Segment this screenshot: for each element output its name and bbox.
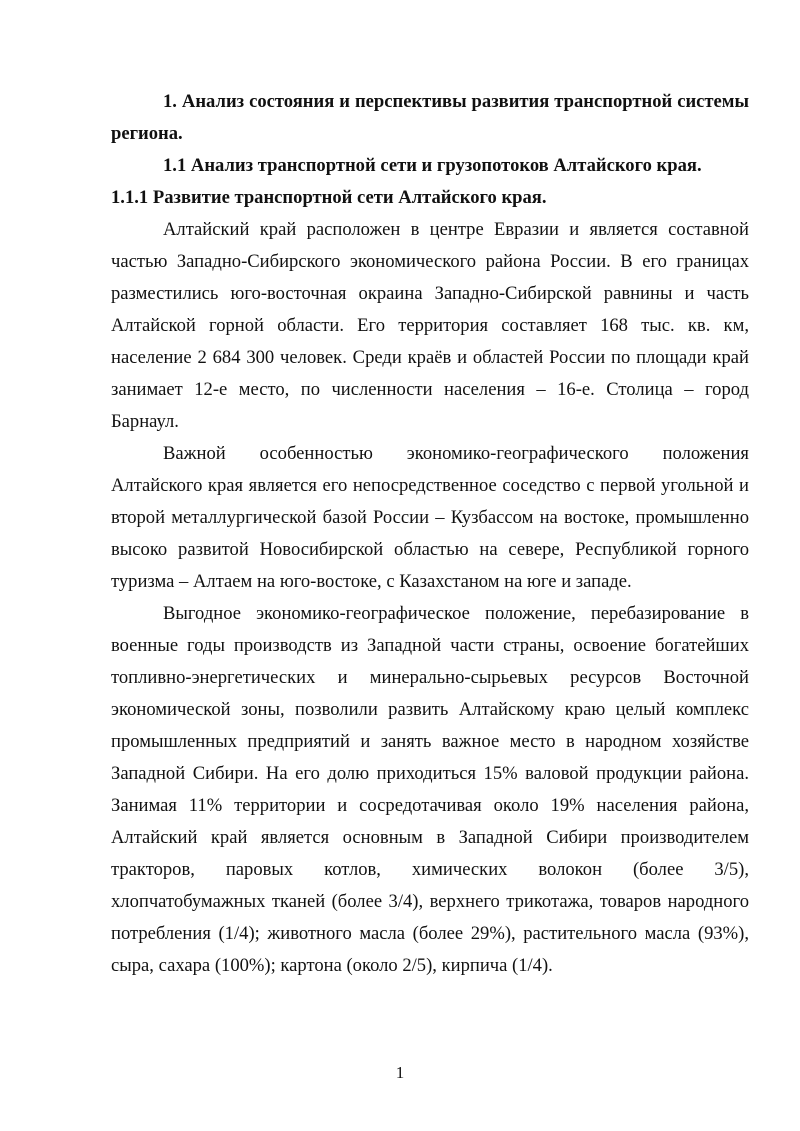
paragraph-industry-production: Выгодное экономико-географическое положение, перебазирование в военные годы производств из Западной части страны, освоение богатейших топливно-энергетических и минерально-сырьевых ресурсов Восточной экономической зоны, позволили развить Алтайскому краю целый комплекс промышленных предприятий и занять важное место в народном хозяйстве Западной Сибири. На его долю приходиться 15% валовой продукции района. Занимая 11% территории и сосредотачивая около 19% населения района, Алтайский край является основным в Западной Сибири производителем тракторов, паровых котлов, химических волокон (более 3/5), хлопчатобумажных тканей (более 3/4), верхнего трикотажа, товаров народного потребления (1/4); животного масла (более 29%), растительного масла (93%), сыра, сахара (100%); картона (около 2/5), кирпича (1/4). [111,603,749,976]
heading-section-1-1: 1.1 Анализ транспортной сети и грузопотоков Алтайского края. [163,155,702,176]
heading-section-1-1-1: 1.1.1 Развитие транспортной сети Алтайского края. [111,187,547,208]
page-number: 1 [395,1063,405,1082]
heading-section-1: 1. Анализ состояния и перспективы развития транспортной системы региона. [111,91,749,144]
paragraph-economic-geography: Важной особенностью экономико-географического положения Алтайского края является его непосредственное соседство с первой угольной и второй металлургической базой России – Кузбассом на востоке, промышленно высоко развитой Новосибирской областью на севере, Республикой горного туризма – Алтаем на юго-востоке, с Казахстаном на юге и западе. [111,443,749,592]
paragraph-region-overview: Алтайский край расположен в центре Евразии и является составной частью Западно-Сибирского экономического района России. В его границах разместились юго-восточная окраина Западно-Сибирской равнины и часть Алтайской горной области. Его территория составляет 168 тыс. кв. км, население 2 684 300 человек. Среди краёв и областей России по площади край занимает 12-е место, по численности населения – 16-е. Столица – город Барнаул. [111,219,749,432]
document-body [111,86,749,982]
